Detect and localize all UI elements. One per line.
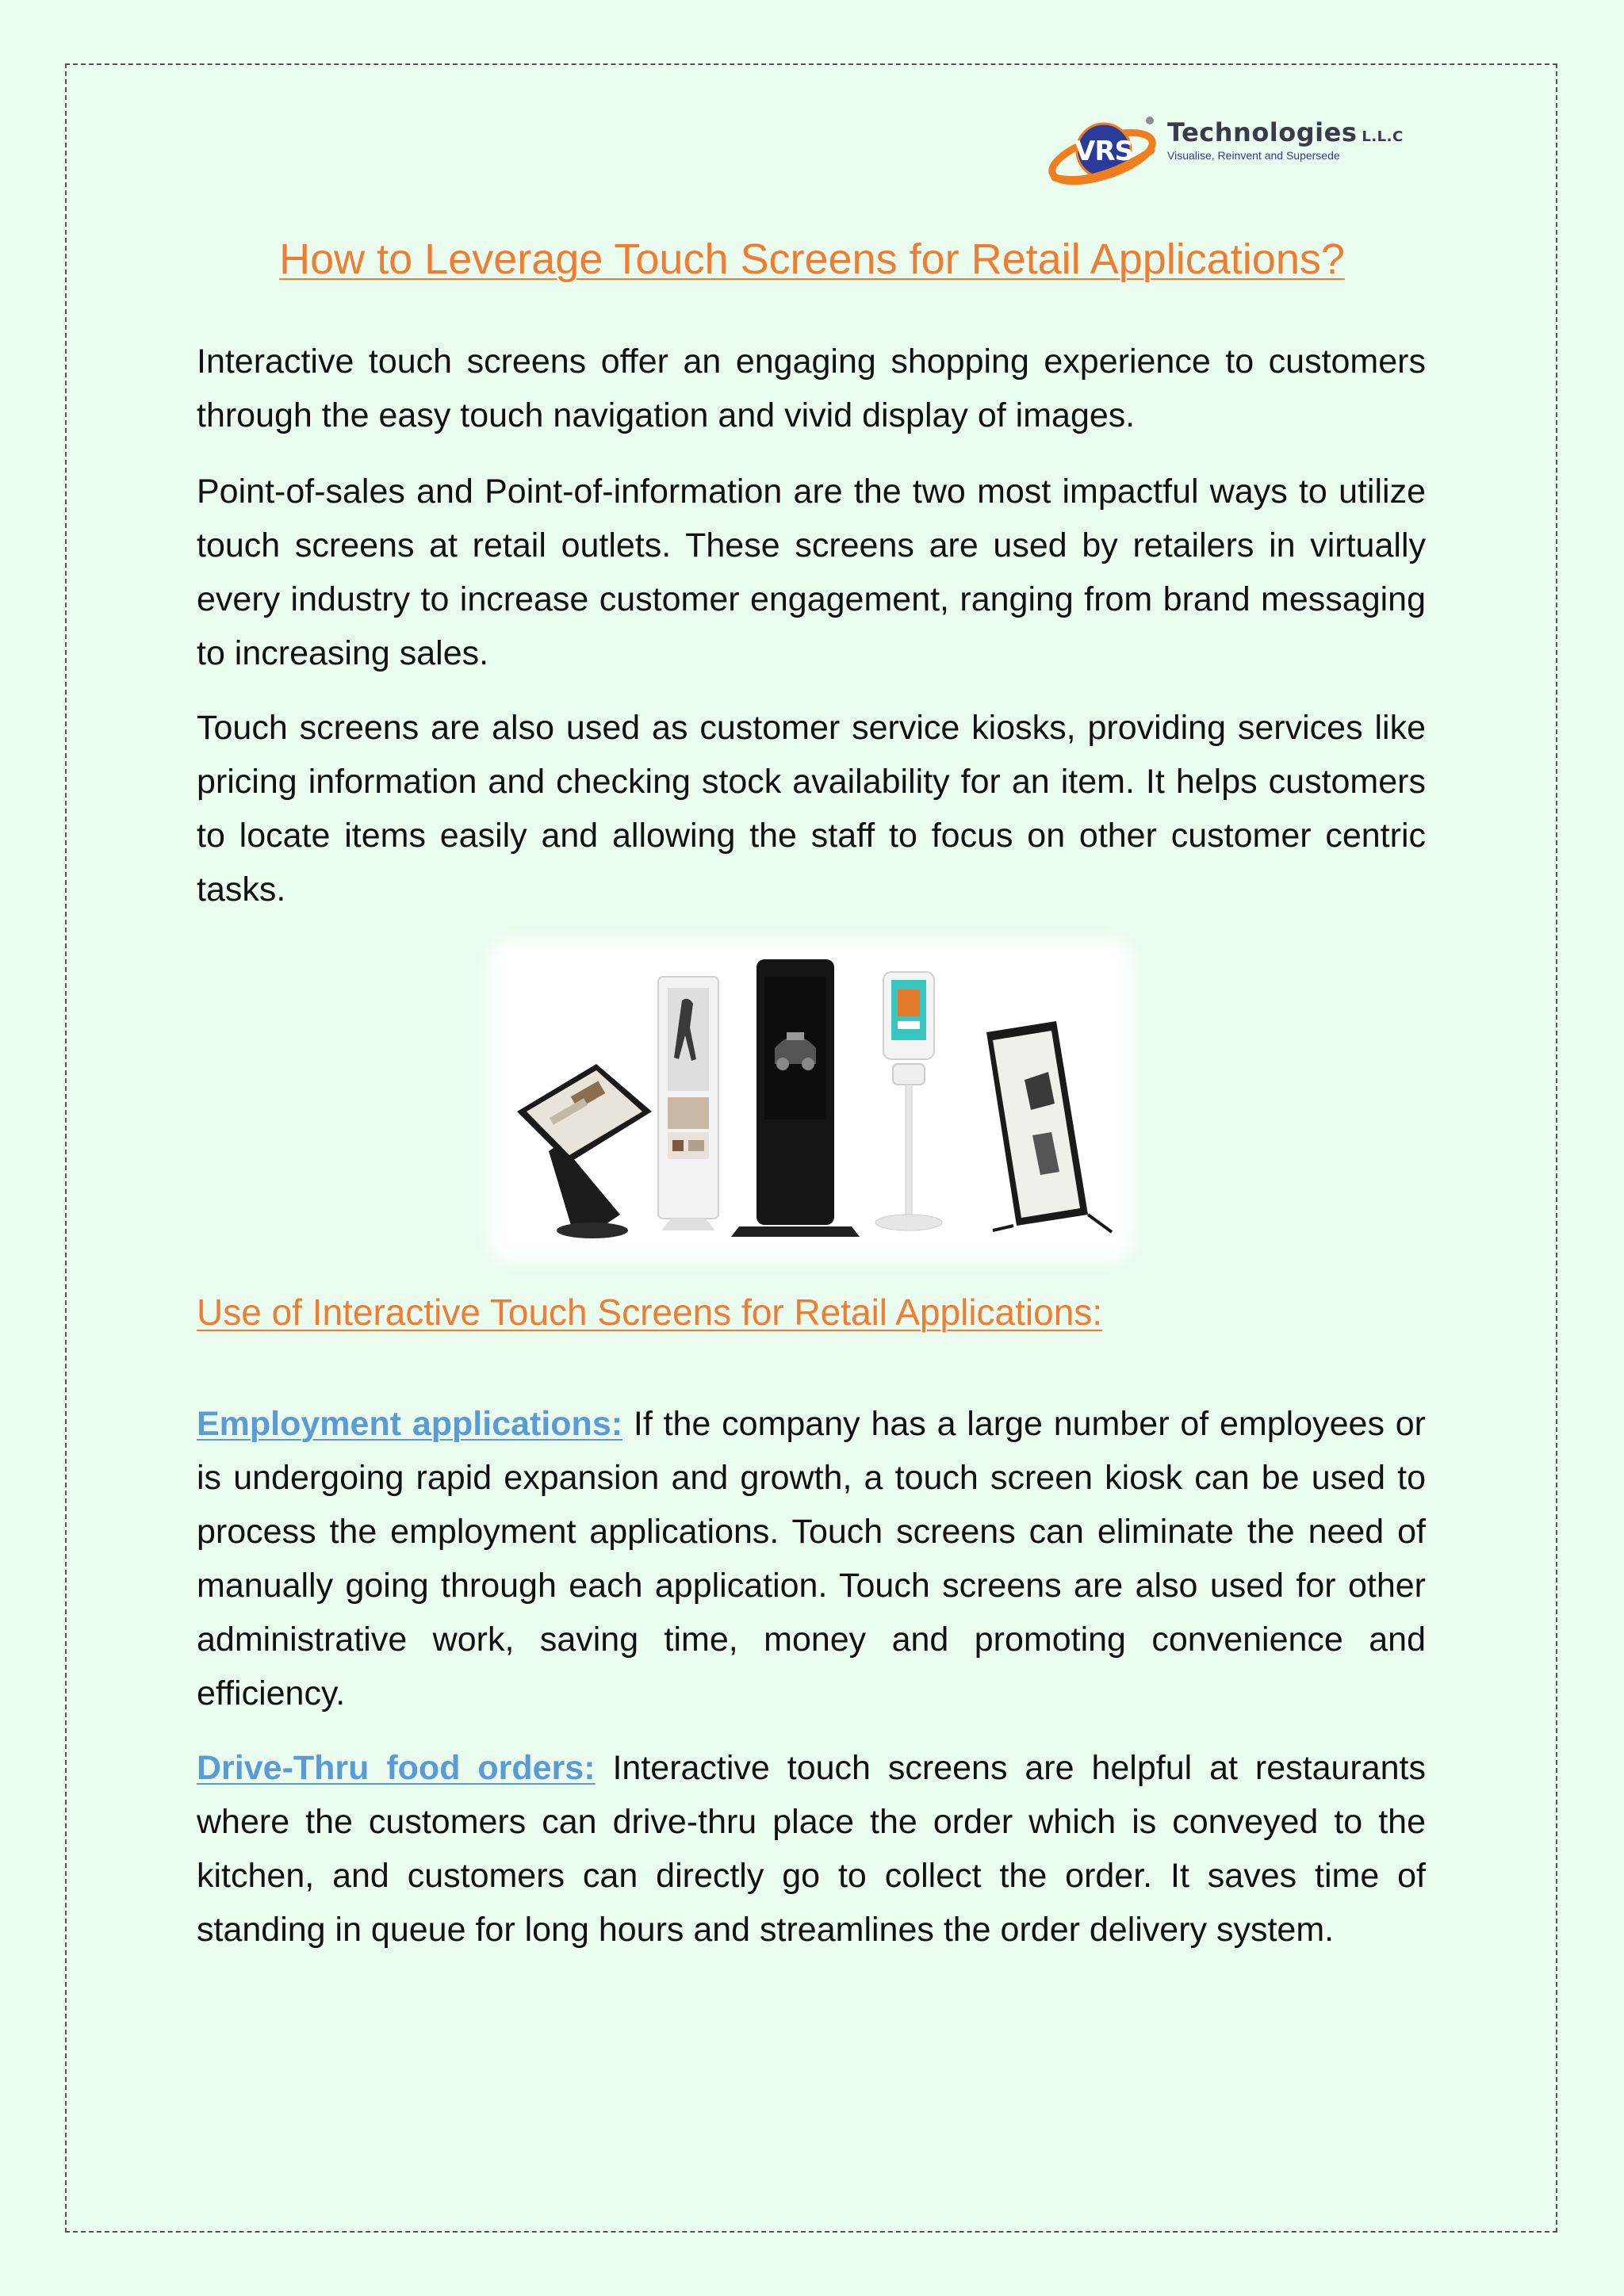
touch-screen-kiosks-illustration — [501, 953, 1120, 1248]
employment-applications-term: Employment applications: — [197, 1405, 623, 1443]
application-item — [197, 1741, 1426, 1957]
drive-thru-term: Drive-Thru food orders: — [197, 1749, 596, 1787]
logo-name: Technologies L.L.C — [1167, 117, 1404, 147]
black-tall-kiosk-icon — [731, 959, 860, 1237]
logo-tagline: Visualise, Reinvent and Supersede — [1167, 149, 1340, 162]
logo-suffix: L.L.C — [1362, 128, 1404, 145]
intro-paragraph: Interactive touch screens offer an engaging shopping experience to customers through the easy touch navigation and vivid display of images. — [197, 342, 1426, 434]
kiosk-paragraph: Touch screens are also used as customer service kiosks, providing services like pricing information and checking stock availability for an item. It helps customers to locate items easily and allowing the staff to focus on other customer centric tasks. — [197, 709, 1426, 909]
page-title: How to Leverage Touch Screens for Retail Applications? — [279, 235, 1345, 283]
employment-applications-text: If the company has a large number of employees or is undergoing rapid expansion and growth, a touch screen kiosk can be used to process the employment applications. Touch screens can eliminate the need of manually going through each application. Touch screens are also used for other administrative work, saving time, money and promoting convenience and efficiency. — [197, 1405, 1426, 1712]
pole-kiosk-icon — [875, 972, 942, 1230]
drive-thru-text: Interactive touch screens are helpful at restaurants where the customers can drive-thru place the order which is conveyed to the kitchen, and customers can directly go to collect the order. It saves time of standing in queue for long hours and streamlines the order delivery system. — [197, 1749, 1427, 1949]
white-standing-kiosk-icon — [658, 977, 718, 1230]
svg-text:VRS: VRS — [1074, 136, 1133, 167]
easel-kiosk-icon — [986, 1021, 1112, 1232]
application-item — [197, 1397, 1426, 1720]
kiosk-product-image — [501, 953, 1120, 1248]
company-logo — [1047, 111, 1427, 198]
pos-paragraph: Point-of-sales and Point-of-information are the two most impactful ways to utilize touch screens at retail outlets. These screens are used by retailers in virtually every industry to increase customer engagement, ranging from brand messaging to increasing sales. — [197, 473, 1426, 672]
table-kiosk-icon — [517, 1064, 652, 1238]
vrs-logo-icon — [1047, 111, 1166, 198]
section-heading: Use of Interactive Touch Screens for Retail Applications: — [197, 1292, 1103, 1333]
